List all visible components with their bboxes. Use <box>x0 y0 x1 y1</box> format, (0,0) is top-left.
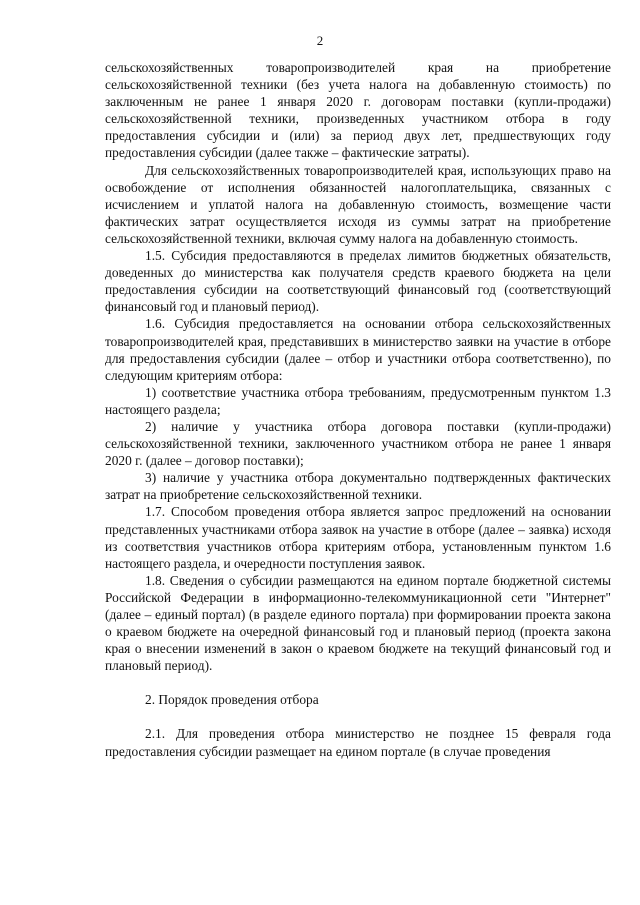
section-heading: 2. Порядок проведения отбора <box>145 692 319 708</box>
document-body <box>105 59 611 760</box>
paragraph-1-7: 1.7. Способом проведения отбора является запрос предложений на основании представленных участниками отбора заявок на участие в отборе (далее – заявка) исходя из соответствия участников отбора критериям отбора, установленным пунктом 1.6 настоящего раздела, и очередности поступления заявок. <box>105 504 611 571</box>
criterion-3: 3) наличие у участника отбора документально подтвержденных фактических затрат на приобретение сельскохозяйственной техники. <box>105 470 611 503</box>
paragraph-continuation: сельскохозяйственных товаропроизводителей края на приобретение сельскохозяйственной техники (без учета налога на добавленную стоимость) по заключенным не ранее 1 января 2020 г. договорам поставки (купли-продажи) сельскохозяйственной техники, произведенных участником отбора в году предоставления субсидии и (или) за период двух лет, предшествующих году предоставления субсидии (далее также – фактические затраты). <box>105 60 611 161</box>
criterion-1: 1) соответствие участника отбора требованиям, предусмотренным пунктом 1.3 настоящего раздела; <box>105 384 611 417</box>
criterion-2: 2) наличие у участника отбора договора поставки (купли-продажи) сельскохозяйственной техники, заключенного участником отбора не ранее 1 января 2020 г. (далее – договор поставки); <box>105 418 611 469</box>
paragraph-2-1: 2.1. Для проведения отбора министерство не позднее 15 февраля года предоставления субсидии размещает на едином портале (в случае проведения <box>105 726 611 759</box>
paragraph-1-5: 1.5. Субсидия предоставляются в пределах лимитов бюджетных обязательств, доведенных до министерства как получателя средств краевого бюджета на цели предоставления субсидии на соответствующий финансовый год (соответствующий финансовый год и плановый период). <box>105 248 611 315</box>
paragraph-vat-exemption: Для сельскохозяйственных товаропроизводителей края, использующих право на освобождение от исполнения обязанностей налогоплательщика, связанных с исчислением и уплатой налога на добавленную стоимость, возмещение части фактических затрат осуществляется исходя из суммы затрат на приобретение сельскохозяйственной техники, включая сумму налога на добавленную стоимость. <box>105 162 611 246</box>
paragraph-1-8: 1.8. Сведения о субсидии размещаются на едином портале бюджетной системы Российской Федерации в информационно-телекоммуникационной сети "Интернет" (далее – единый портал) (в разделе единого портала) при формировании проекта закона о краевом бюджете на очередной финансовый год и плановый период (проекта закона края о внесении изменений в закон о краевом бюджете на текущий финансовый год и плановый период). <box>105 572 611 674</box>
page-number: 2 <box>316 33 324 48</box>
paragraph-1-6: 1.6. Субсидия предоставляется на основании отбора сельскохозяйственных товаропроизводителей края, представивших в министерство заявки на участие в отборе для предоставления субсидии (далее – отбор и участники отбора соответственно), по следующим критериям отбора: <box>105 316 611 383</box>
